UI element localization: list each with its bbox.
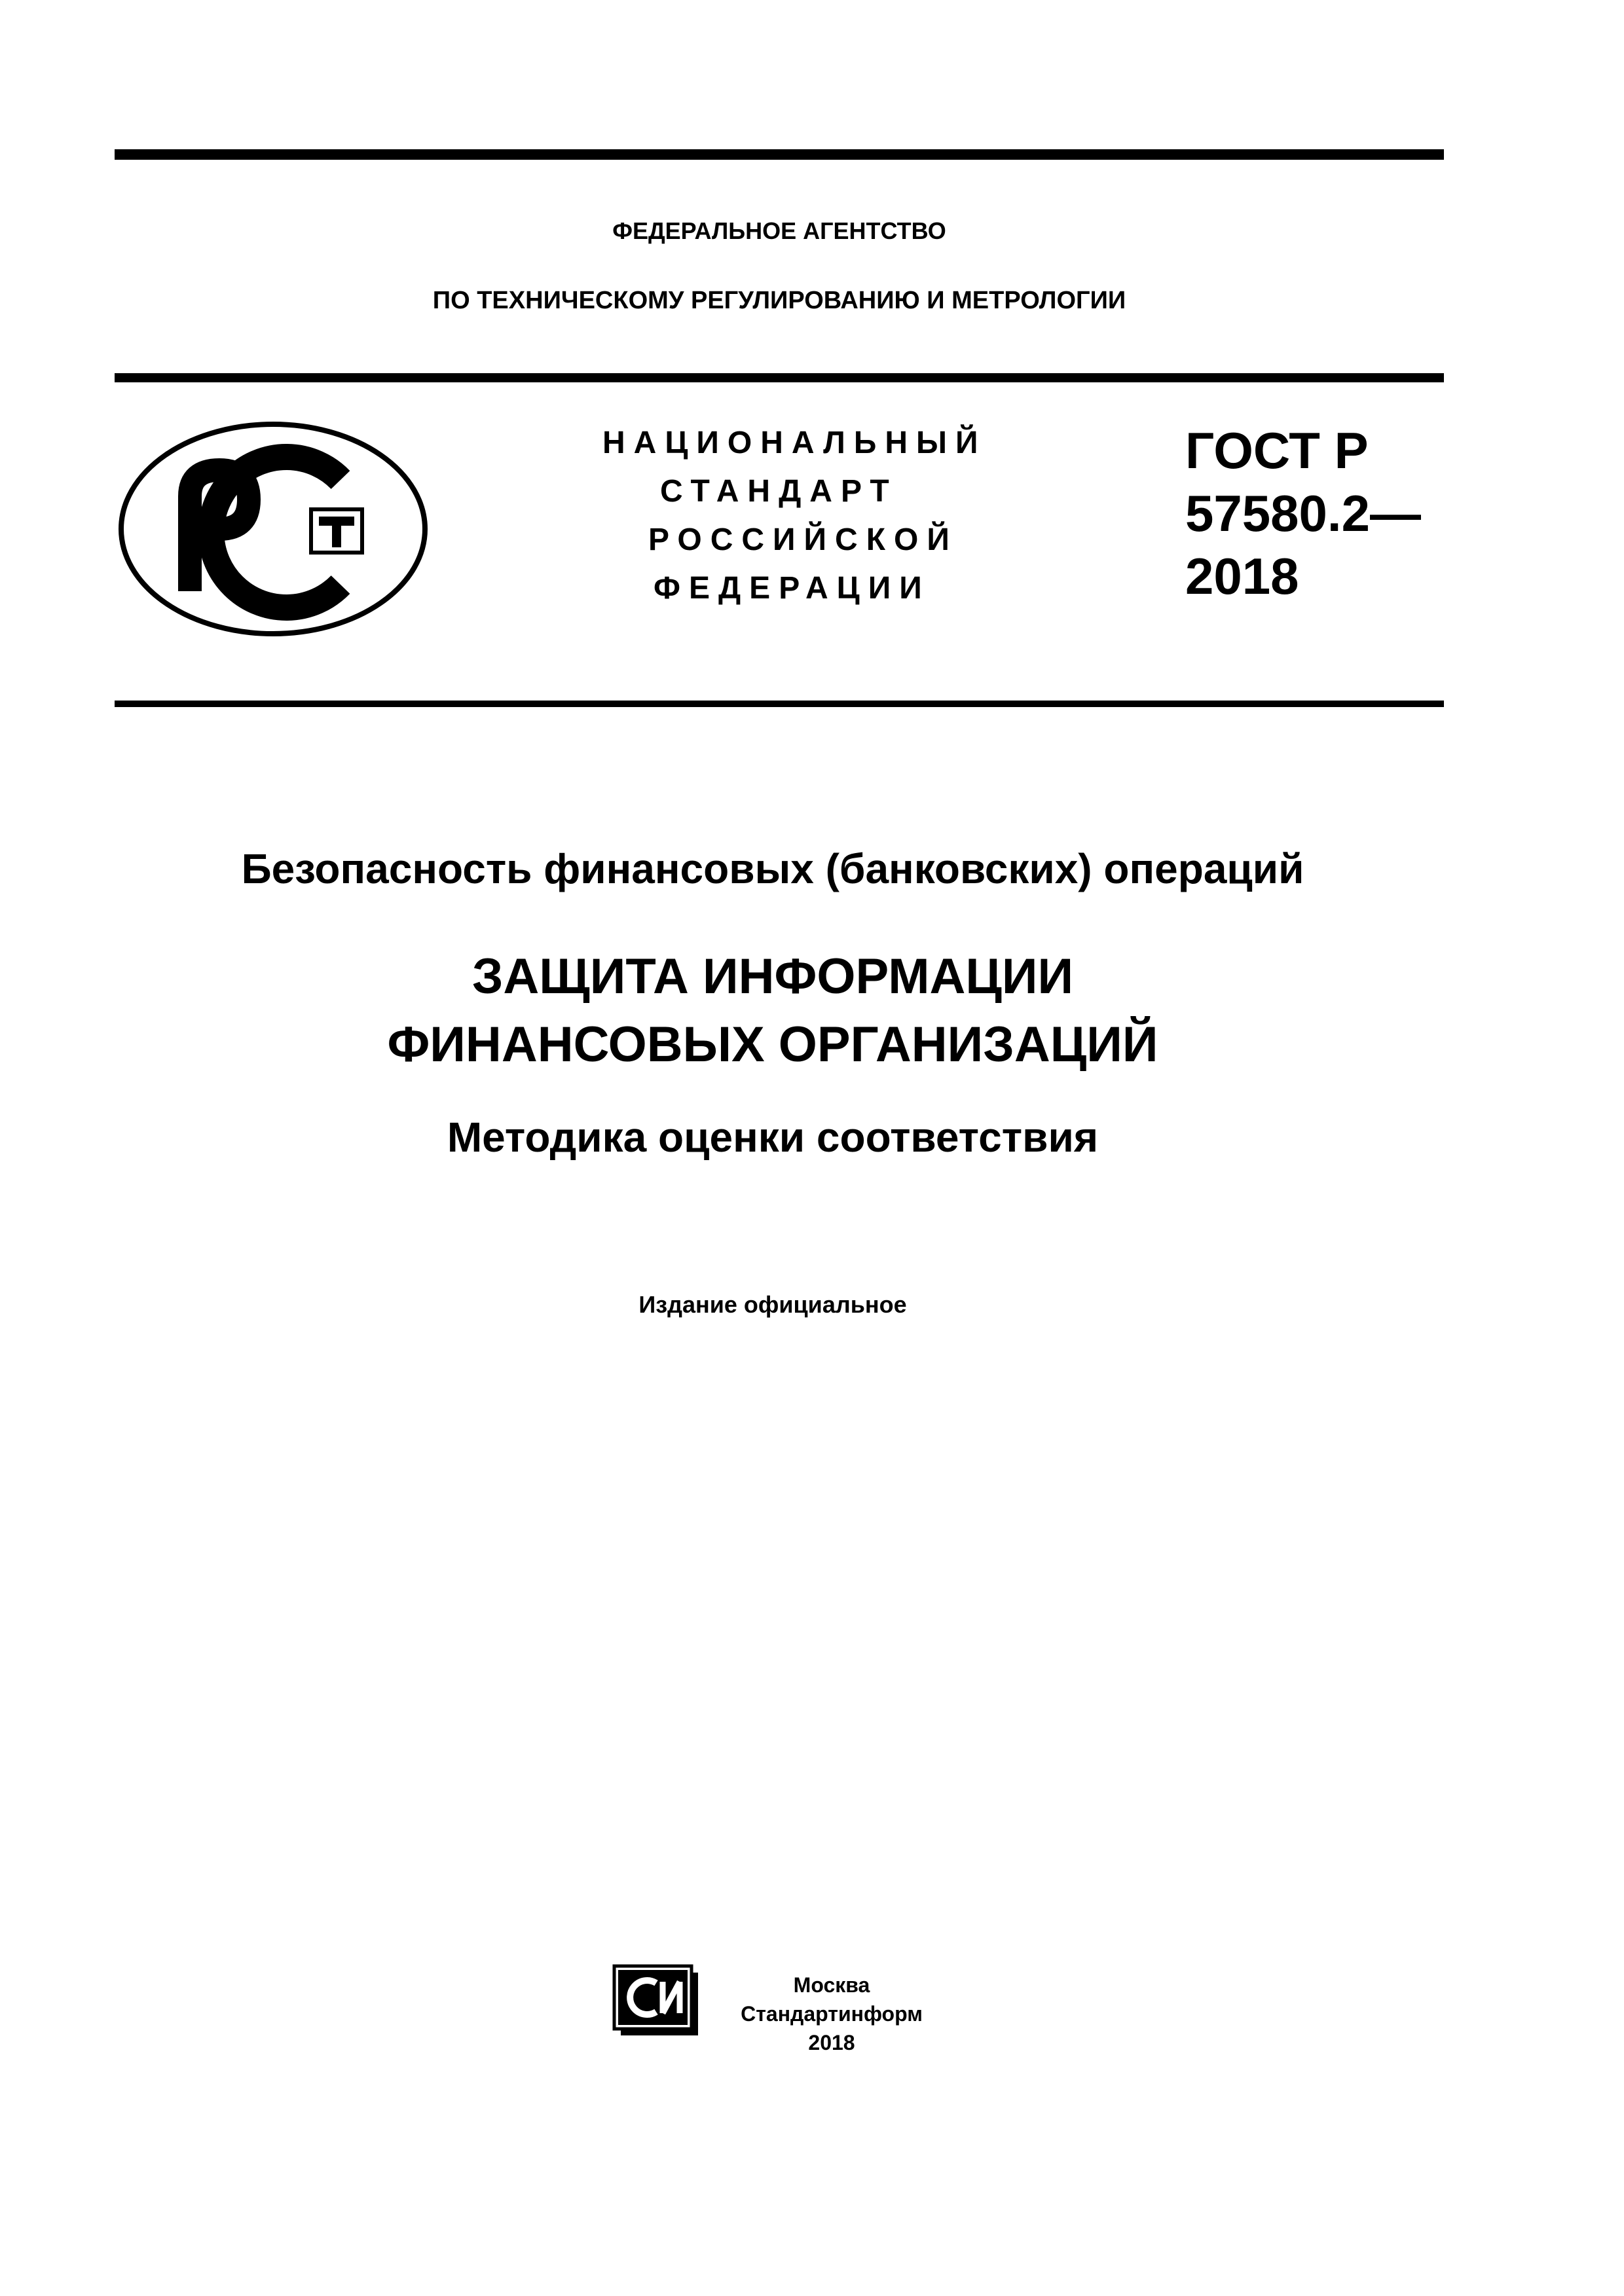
standard-type-line-1: НАЦИОНАЛЬНЫЙ [602, 426, 987, 460]
publisher-block [720, 1971, 943, 2057]
edition-note: Издание официальное [638, 1291, 907, 1318]
agency-name-line-1: ФЕДЕРАЛЬНОЕ АГЕНТСТВО [612, 217, 946, 244]
designation-line-1: ГОСТ Р [1185, 422, 1369, 479]
bottom-rule [115, 701, 1444, 707]
main-title [0, 943, 1545, 1079]
standard-type-line-4: ФЕДЕРАЦИИ [654, 571, 931, 606]
rst-certification-mark-icon [115, 418, 432, 640]
publisher-name: Стандартинформ [741, 2002, 923, 2026]
standard-designation [1185, 419, 1447, 608]
designation-line-2: 57580.2— [1185, 484, 1421, 542]
standartinform-logo-icon [609, 1961, 707, 2043]
designation-line-3: 2018 [1185, 547, 1299, 605]
subtitle: Методика оценки соответствия [447, 1114, 1099, 1161]
general-title: Безопасность финансовых (банковских) операций [241, 845, 1304, 892]
standard-type-block [576, 419, 1035, 613]
agency-name-line-2: ПО ТЕХНИЧЕСКОМУ РЕГУЛИРОВАНИЮ И МЕТРОЛОГИИ [432, 287, 1126, 314]
middle-rule [115, 373, 1444, 382]
standard-type-line-3: РОССИЙСКОЙ [648, 522, 958, 557]
main-title-line-2: ФИНАНСОВЫХ ОРГАНИЗАЦИЙ [387, 1017, 1158, 1072]
standard-type-line-2: СТАНДАРТ [660, 474, 898, 509]
publisher-city: Москва [793, 1973, 870, 1997]
publisher-year: 2018 [808, 2031, 855, 2054]
top-rule [115, 149, 1444, 160]
main-title-line-1: ЗАЩИТА ИНФОРМАЦИИ [471, 949, 1074, 1004]
